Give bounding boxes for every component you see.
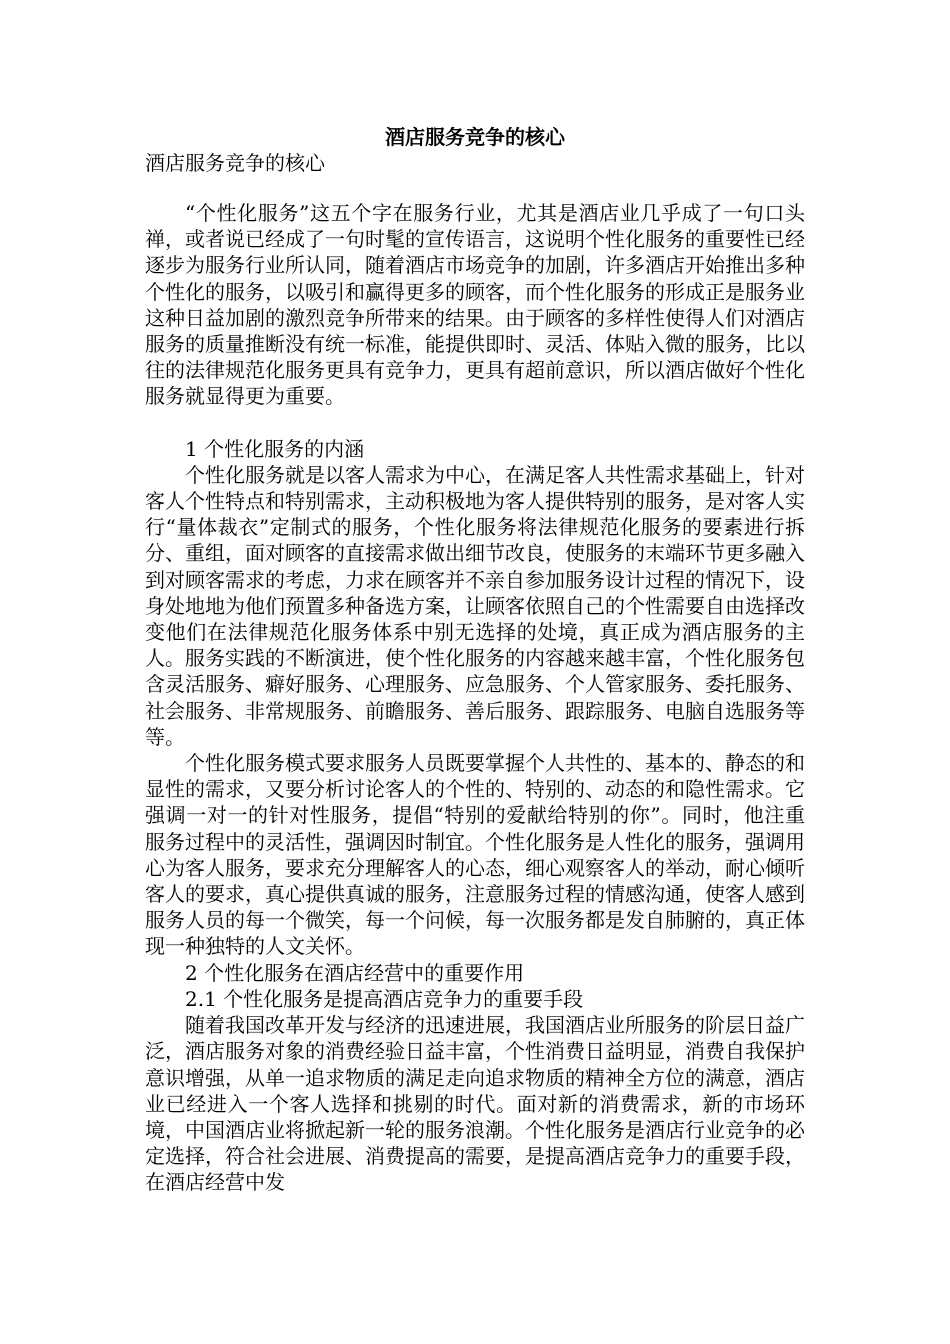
section-heading-1: 1 个性化服务的内涵 [185,436,365,461]
document-subtitle: 酒店服务竞争的核心 [145,151,325,175]
paragraph-definition: 个性化服务就是以客人需求为中心，在满足客人共性需求基础上，针对客人个性特点和特别需求，主动积极地为客人提供特别的服务，是对客人实行“量体裁衣”定制式的服务，个性化服务将法律规范化服务的要素进行拆分、重组，面对顾客的直接需求做出细节改良，使服务的末端环节更多融入到对顾客需求的考虑，力求在顾客并不亲自参加服务设计过程的情况下，设身处地地为他们预置多种备选方案，让顾客依照自己的个性需要自由选择改变他们在法律规范化服务体系中别无选择的处境，真正成为酒店服务的主人。服务实践的不断演进，使个性化服务的内容越来越丰富，个性化服务包含灵活服务、癖好服务、心理服务、应急服务、个人管家服务、委托服务、社会服务、非常规服务、前瞻服务、善后服务、跟踪服务、电脑自选服务等等。 [145,462,805,749]
document-body [145,200,805,1196]
document-title: 酒店服务竞争的核心 [385,125,565,149]
paragraph-service-model: 个性化服务模式要求服务人员既要掌握个人共性的、基本的、静态的和显性的需求，又要分析讨论客人的个性的、特别的、动态的和隐性需求。它强调一对一的针对性服务，提倡“特别的爱献给特别的你”。同时，他注重服务过程中的灵活性，强调因时制宜。个性化服务是人性化的服务，强调用心为客人服务，要求充分理解客人的心态，细心观察客人的举动，耐心倾听客人的要求，真心提供真诚的服务，注意服务过程的情感沟通，使客人感到服务人员的每一个微笑，每一个问候，每一次服务都是发自肺腑的，真正体现一种独特的人文关怀。 [145,751,805,959]
paragraph-competitiveness: 随着我国改革开发与经济的迅速进展，我国酒店业所服务的阶层日益广泛，酒店服务对象的消费经验日益丰富，个性消费日益明显，消费自我保护意识增强，从单一追求物质的满足走向追求物质的精神全方位的满意，酒店业已经进入一个客人选择和挑剔的时代。面对新的消费需求，新的市场环境，中国酒店业将掀起新一轮的服务浪潮。个性化服务是酒店行业竞争的必定选择，符合社会进展、消费提高的需要，是提高酒店竞争力的重要手段，在酒店经营中发 [145,1013,805,1195]
section-heading-2: 2 个性化服务在酒店经营中的重要作用 [185,960,525,985]
paragraph-gap [145,410,805,436]
section-heading-2-1: 2.1 个性化服务是提高酒店竞争力的重要手段 [185,986,584,1011]
paragraph-intro: “个性化服务”这五个字在服务行业，尤其是酒店业几乎成了一句口头禅，或者说已经成了一句时髦的宣传语言，这说明个性化服务的重要性已经逐步为服务行业所认同，随着酒店市场竞争的加剧，许多酒店开始推出多种个性化的服务，以吸引和赢得更多的顾客，而个性化服务的形成正是服务业这种日益加剧的激烈竞争所带来的结果。由于顾客的多样性使得人们对酒店服务的质量推断没有统一标准，能提供即时、灵活、体贴入微的服务，比以往的法律规范化服务更具有竞争力，更具有超前意识，所以酒店做好个性化服务就显得更为重要。 [145,201,805,409]
